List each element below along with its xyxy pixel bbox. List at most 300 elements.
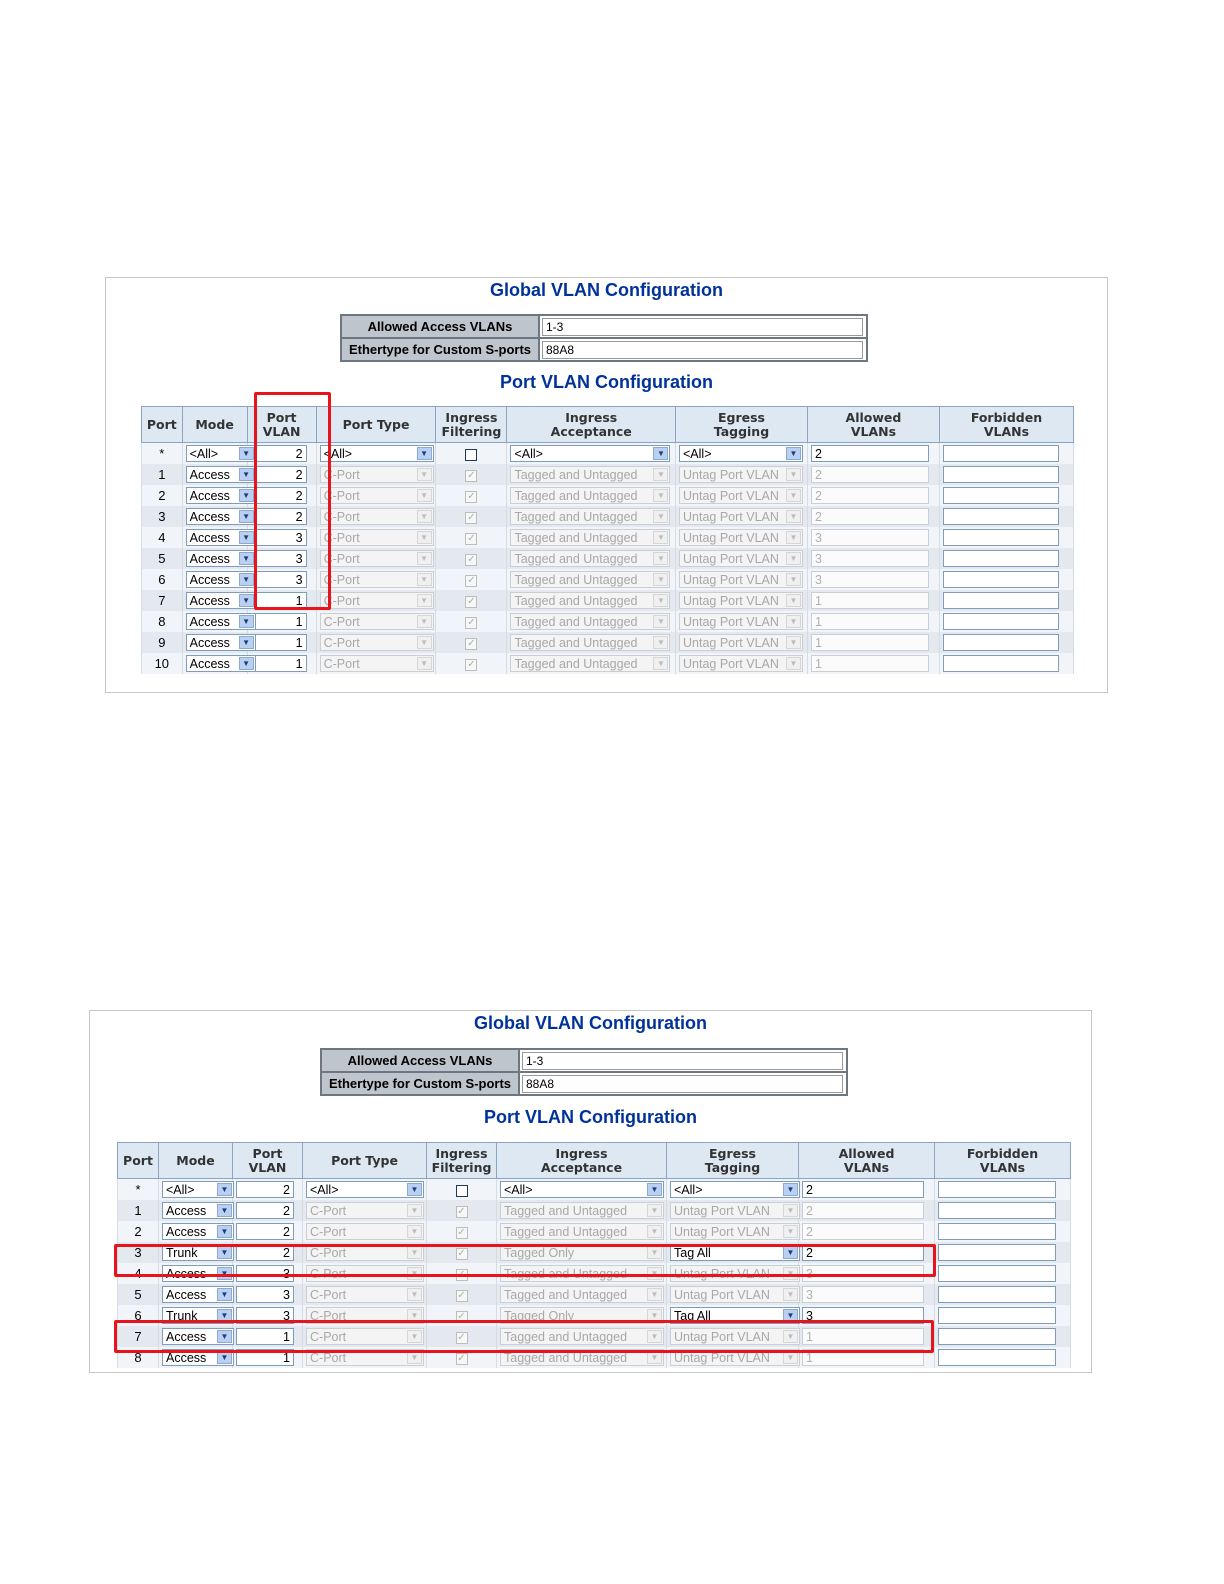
- allowed-access-vlans-input[interactable]: 1-3: [542, 318, 863, 336]
- mode-cell: [182, 611, 251, 632]
- ingress-filtering-checkbox[interactable]: ✓: [457, 1205, 466, 1217]
- ingress-acceptance-select-value: Tagged and Untagged: [514, 510, 638, 525]
- ingress-acceptance-select[interactable]: [510, 487, 670, 504]
- ingress-filtering-cell: [436, 569, 507, 590]
- allowed-vlans-input[interactable]: 3: [811, 529, 929, 546]
- port-type-select[interactable]: [320, 592, 434, 609]
- header-ingress-filtering: [436, 407, 507, 443]
- ethertype-label: Ethertype for Custom S-ports: [321, 1072, 519, 1095]
- port-type-select[interactable]: [306, 1202, 424, 1219]
- chevron-down-icon: ▼: [407, 1288, 422, 1301]
- chevron-down-icon: ▼: [647, 1330, 662, 1343]
- egress-tagging-select[interactable]: [679, 550, 803, 567]
- mode-select[interactable]: [186, 634, 256, 651]
- ingress-acceptance-select[interactable]: [510, 592, 670, 609]
- egress-tagging-select-value: <All>: [674, 1183, 703, 1198]
- ingress-filtering-checkbox[interactable]: ✓: [457, 1352, 466, 1364]
- allowed-vlans-input[interactable]: 2: [802, 1202, 924, 1219]
- port-vlan-input[interactable]: 1: [251, 655, 307, 672]
- header-ingress-filtering-line2: Filtering: [431, 1159, 492, 1175]
- chevron-down-icon: ▼: [653, 636, 668, 649]
- port-cell: [142, 443, 183, 465]
- allowed-vlans-input[interactable]: 2: [811, 487, 929, 504]
- egress-tagging-select-value: Untag Port VLAN: [683, 573, 779, 588]
- egress-tagging-select[interactable]: [679, 571, 803, 588]
- mode-select-value: Access: [189, 615, 230, 630]
- ingress-filtering-cell: [427, 1179, 497, 1201]
- ingress-acceptance-select-value: Tagged and Untagged: [504, 1288, 628, 1303]
- chevron-down-icon: ▼: [239, 468, 254, 481]
- chevron-down-icon: ▼: [783, 1267, 798, 1280]
- port-type-select-value: C-Port: [323, 468, 360, 483]
- port-vlan-input[interactable]: 2: [251, 487, 307, 504]
- port-vlan-input[interactable]: 2: [236, 1223, 294, 1240]
- ingress-filtering-cell: [436, 590, 507, 611]
- forbidden-vlans-input[interactable]: [943, 634, 1059, 651]
- chevron-down-icon: ▼: [217, 1225, 232, 1238]
- chevron-down-icon: ▼: [417, 657, 432, 670]
- port-vlan-input[interactable]: 3: [251, 571, 307, 588]
- ingress-acceptance-select[interactable]: [500, 1223, 664, 1240]
- forbidden-vlans-input[interactable]: [943, 529, 1059, 546]
- header-mode-line1: Mode: [195, 416, 234, 432]
- port-vlan-input[interactable]: 2: [251, 466, 307, 483]
- mode-cell: [182, 653, 251, 674]
- ingress-filtering-checkbox[interactable]: ✓: [467, 490, 476, 502]
- forbidden-vlans-input[interactable]: [943, 508, 1059, 525]
- allowed-vlans-input[interactable]: 2: [802, 1244, 924, 1261]
- port-vlan-input[interactable]: 3: [251, 550, 307, 567]
- egress-tagging-select[interactable]: [679, 634, 803, 651]
- egress-tagging-select-value: Untag Port VLAN: [674, 1288, 770, 1303]
- chevron-down-icon: ▼: [783, 1183, 798, 1196]
- ingress-acceptance-select[interactable]: [510, 445, 670, 462]
- egress-tagging-select-value: Untag Port VLAN: [674, 1267, 770, 1282]
- egress-tagging-select-value: Untag Port VLAN: [674, 1351, 770, 1366]
- chevron-down-icon: ▼: [407, 1351, 422, 1364]
- port-vlan-input[interactable]: 2: [236, 1202, 294, 1219]
- allowed-vlans-input[interactable]: 3: [811, 571, 929, 588]
- allowed-vlans-input[interactable]: 2: [811, 508, 929, 525]
- egress-tagging-select[interactable]: [679, 445, 803, 462]
- mode-cell: [182, 464, 251, 485]
- forbidden-vlans-input[interactable]: [938, 1286, 1056, 1303]
- ingress-filtering-checkbox[interactable]: ✓: [467, 637, 476, 649]
- port-type-select[interactable]: [306, 1181, 424, 1198]
- ethertype-input[interactable]: 88A8: [542, 341, 863, 359]
- port-cell: [142, 590, 183, 611]
- chevron-down-icon: ▼: [417, 489, 432, 502]
- egress-tagging-select-value: Tag All: [674, 1246, 711, 1261]
- header-allowed-vlans-line2: VLANs: [843, 1159, 890, 1175]
- header-forbidden-vlans-line1: Forbidden: [966, 1145, 1039, 1161]
- mode-select[interactable]: [186, 487, 256, 504]
- ingress-acceptance-select[interactable]: [510, 655, 670, 672]
- mode-cell: [182, 506, 251, 527]
- port-vlan-input[interactable]: 1: [251, 613, 307, 630]
- mode-select[interactable]: [186, 508, 256, 525]
- chevron-down-icon: ▼: [417, 531, 432, 544]
- forbidden-vlans-input[interactable]: [943, 466, 1059, 483]
- ingress-acceptance-cell: [507, 590, 676, 611]
- egress-tagging-select[interactable]: [679, 529, 803, 546]
- port-cell: [142, 527, 183, 548]
- port-cell: [118, 1200, 159, 1221]
- header-egress-tagging-line1: Egress: [708, 1145, 756, 1161]
- egress-tagging-select-value: Untag Port VLAN: [683, 531, 779, 546]
- chevron-down-icon: ▼: [653, 447, 668, 460]
- port-type-cell: [316, 527, 436, 548]
- forbidden-vlans-input[interactable]: [943, 655, 1059, 672]
- header-ingress-acceptance-line1: Ingress: [555, 1145, 608, 1161]
- ingress-filtering-checkbox[interactable]: ✓: [457, 1247, 466, 1259]
- mode-select-value: Access: [189, 510, 230, 525]
- header-ingress-filtering: [427, 1143, 497, 1179]
- egress-tagging-select[interactable]: [670, 1223, 800, 1240]
- port-type-select[interactable]: [320, 508, 434, 525]
- chevron-down-icon: ▼: [786, 510, 801, 523]
- mode-select[interactable]: [186, 550, 256, 567]
- port-type-select[interactable]: [320, 466, 434, 483]
- port-type-select-value: C-Port: [323, 594, 360, 609]
- chevron-down-icon: ▼: [239, 510, 254, 523]
- mode-select[interactable]: [186, 445, 256, 462]
- ingress-filtering-checkbox[interactable]: ✓: [467, 574, 476, 586]
- port-vlan-input[interactable]: 3: [236, 1307, 294, 1324]
- egress-tagging-select-value: Untag Port VLAN: [683, 615, 779, 630]
- ingress-filtering-checkbox[interactable]: [456, 1185, 468, 1197]
- header-port-vlan-line1: Port: [252, 1145, 283, 1161]
- chevron-down-icon: ▼: [239, 489, 254, 502]
- allowed-vlans-cell: [807, 632, 939, 653]
- forbidden-vlans-input[interactable]: [938, 1328, 1056, 1345]
- mode-select[interactable]: [162, 1202, 234, 1219]
- egress-tagging-select-value: Untag Port VLAN: [683, 468, 779, 483]
- table-row: [118, 1179, 1071, 1201]
- port-number: 4: [158, 530, 166, 545]
- ingress-filtering-checkbox[interactable]: [465, 449, 477, 461]
- ingress-filtering-checkbox[interactable]: ✓: [457, 1331, 466, 1343]
- port-3-row-highlight: [114, 1244, 936, 1277]
- ingress-acceptance-select[interactable]: [510, 571, 670, 588]
- port-type-cell: [303, 1179, 427, 1201]
- port-type-select-value: C-Port: [323, 657, 360, 672]
- port-type-select[interactable]: [306, 1223, 424, 1240]
- port-type-select[interactable]: [320, 613, 434, 630]
- chevron-down-icon: ▼: [786, 552, 801, 565]
- mode-select[interactable]: [162, 1181, 234, 1198]
- egress-tagging-cell: [676, 548, 808, 569]
- port-type-cell: [316, 464, 436, 485]
- port-cell: [142, 653, 183, 674]
- ingress-acceptance-cell: [507, 485, 676, 506]
- port-type-select[interactable]: [320, 571, 434, 588]
- ingress-acceptance-select[interactable]: [510, 508, 670, 525]
- header-allowed-vlans-line1: Allowed: [845, 409, 902, 425]
- egress-tagging-cell: [676, 443, 808, 465]
- forbidden-vlans-cell: [935, 1347, 1071, 1368]
- ingress-acceptance-select[interactable]: [500, 1286, 664, 1303]
- chevron-down-icon: ▼: [786, 615, 801, 628]
- ingress-filtering-checkbox[interactable]: ✓: [467, 658, 476, 670]
- ingress-acceptance-select[interactable]: [500, 1181, 664, 1198]
- mode-select-value: Access: [189, 531, 230, 546]
- forbidden-vlans-input[interactable]: [938, 1244, 1056, 1261]
- forbidden-vlans-input[interactable]: [938, 1202, 1056, 1219]
- port-vlan-cell: [233, 1284, 303, 1305]
- ingress-acceptance-select[interactable]: [500, 1202, 664, 1219]
- egress-tagging-select[interactable]: [679, 508, 803, 525]
- ingress-filtering-cell: [436, 548, 507, 569]
- egress-tagging-select[interactable]: [679, 592, 803, 609]
- ingress-filtering-cell: [436, 653, 507, 674]
- chevron-down-icon: ▼: [783, 1351, 798, 1364]
- ingress-filtering-checkbox[interactable]: ✓: [467, 532, 476, 544]
- forbidden-vlans-input[interactable]: [943, 550, 1059, 567]
- mode-select[interactable]: [162, 1286, 234, 1303]
- forbidden-vlans-cell: [939, 464, 1073, 485]
- egress-tagging-select[interactable]: [679, 655, 803, 672]
- ingress-filtering-cell: [436, 527, 507, 548]
- chevron-down-icon: ▼: [647, 1183, 662, 1196]
- ingress-filtering-cell: [436, 485, 507, 506]
- ingress-filtering-checkbox[interactable]: ✓: [457, 1310, 466, 1322]
- forbidden-vlans-input[interactable]: [943, 487, 1059, 504]
- port-vlan-input[interactable]: 1: [236, 1328, 294, 1345]
- egress-tagging-cell: [676, 506, 808, 527]
- port-cell: [118, 1284, 159, 1305]
- port-type-select-value: C-Port: [323, 615, 360, 630]
- chevron-down-icon: ▼: [653, 468, 668, 481]
- ingress-filtering-checkbox[interactable]: ✓: [467, 511, 476, 523]
- chevron-down-icon: ▼: [217, 1246, 232, 1259]
- ingress-acceptance-select-value: Tagged and Untagged: [514, 468, 638, 483]
- mode-select[interactable]: [186, 571, 256, 588]
- chevron-down-icon: ▼: [239, 657, 254, 670]
- allowed-access-vlans-label: Allowed Access VLANs: [341, 315, 539, 338]
- header-port-vlan-line1: Port: [266, 409, 297, 425]
- mode-select-value: Access: [166, 1288, 207, 1303]
- header-port-line1: Port: [123, 1152, 153, 1168]
- egress-tagging-select[interactable]: [670, 1286, 800, 1303]
- forbidden-vlans-input[interactable]: [938, 1307, 1056, 1324]
- forbidden-vlans-input[interactable]: [943, 445, 1059, 462]
- mode-select[interactable]: [186, 655, 256, 672]
- port-vlan-title: Port VLAN Configuration: [484, 1107, 697, 1127]
- port-number: 10: [154, 656, 170, 671]
- chevron-down-icon: ▼: [417, 615, 432, 628]
- mode-select[interactable]: [162, 1223, 234, 1240]
- header-allowed-vlans-line2: VLANs: [850, 423, 897, 439]
- port-vlan-input[interactable]: 1: [251, 634, 307, 651]
- egress-tagging-cell: [676, 653, 808, 674]
- chevron-down-icon: ▼: [407, 1309, 422, 1322]
- port-vlan-input[interactable]: 1: [251, 592, 307, 609]
- ingress-acceptance-cell: [507, 527, 676, 548]
- mode-select-value: Access: [189, 657, 230, 672]
- port-cell: [118, 1179, 159, 1201]
- port-type-select-value: C-Port: [323, 573, 360, 588]
- port-type-select[interactable]: [320, 487, 434, 504]
- chevron-down-icon: ▼: [217, 1204, 232, 1217]
- mode-select[interactable]: [186, 529, 256, 546]
- forbidden-vlans-cell: [935, 1305, 1071, 1326]
- port-number: 5: [134, 1287, 142, 1302]
- mode-select-value: Access: [189, 573, 230, 588]
- forbidden-vlans-cell: [939, 590, 1073, 611]
- port-cell: [118, 1221, 159, 1242]
- ingress-acceptance-select[interactable]: [510, 613, 670, 630]
- egress-tagging-select[interactable]: [670, 1181, 800, 1198]
- port-vlan-cell: [233, 1221, 303, 1242]
- port-vlan-input[interactable]: 2: [236, 1181, 294, 1198]
- port-type-select[interactable]: [320, 529, 434, 546]
- header-port-vlan-line2: VLAN: [262, 423, 301, 439]
- allowed-vlans-cell: [807, 443, 939, 465]
- port-type-cell: [316, 569, 436, 590]
- chevron-down-icon: ▼: [407, 1330, 422, 1343]
- port-vlan-input[interactable]: 2: [236, 1244, 294, 1261]
- ingress-filtering-checkbox[interactable]: ✓: [467, 616, 476, 628]
- port-cell: [142, 611, 183, 632]
- ingress-acceptance-cell: [507, 548, 676, 569]
- chevron-down-icon: ▼: [783, 1309, 798, 1322]
- port-number: 6: [134, 1308, 142, 1323]
- header-egress-tagging-line2: Tagging: [704, 1159, 761, 1175]
- mode-select[interactable]: [186, 592, 256, 609]
- port-vlan-input[interactable]: 3: [251, 529, 307, 546]
- chevron-down-icon: ▼: [786, 657, 801, 670]
- header-egress-tagging: [676, 407, 808, 443]
- ethertype-input[interactable]: 88A8: [522, 1075, 843, 1093]
- egress-tagging-select[interactable]: [670, 1202, 800, 1219]
- allowed-vlans-input[interactable]: 1: [811, 613, 929, 630]
- mode-cell: [182, 590, 251, 611]
- egress-tagging-select-value: Untag Port VLAN: [683, 594, 779, 609]
- allowed-vlans-input[interactable]: 1: [811, 592, 929, 609]
- forbidden-vlans-input[interactable]: [943, 571, 1059, 588]
- ingress-filtering-checkbox[interactable]: ✓: [467, 553, 476, 565]
- allowed-vlans-input[interactable]: 3: [802, 1307, 924, 1324]
- header-ingress-acceptance-line2: Acceptance: [550, 423, 632, 439]
- port-type-select[interactable]: [320, 634, 434, 651]
- forbidden-vlans-input[interactable]: [938, 1223, 1056, 1240]
- ingress-acceptance-select[interactable]: [510, 634, 670, 651]
- mode-cell: [182, 569, 251, 590]
- forbidden-vlans-input[interactable]: [938, 1349, 1056, 1366]
- allowed-access-vlans-input[interactable]: 1-3: [522, 1052, 843, 1070]
- port-number: 8: [158, 614, 166, 629]
- ingress-filtering-checkbox[interactable]: ✓: [457, 1226, 466, 1238]
- ingress-acceptance-select-value: Tagged and Untagged: [514, 636, 638, 651]
- header-forbidden-vlans-line2: VLANs: [983, 423, 1030, 439]
- egress-tagging-select-value: <All>: [683, 447, 712, 462]
- ingress-acceptance-cell: [497, 1200, 667, 1221]
- chevron-down-icon: ▼: [653, 552, 668, 565]
- ingress-filtering-checkbox[interactable]: ✓: [467, 595, 476, 607]
- ingress-filtering-cell: [436, 464, 507, 485]
- chevron-down-icon: ▼: [239, 531, 254, 544]
- allowed-vlans-input[interactable]: 1: [811, 655, 929, 672]
- forbidden-vlans-input[interactable]: [943, 592, 1059, 609]
- port-type-select[interactable]: [320, 550, 434, 567]
- allowed-vlans-input[interactable]: 1: [802, 1349, 924, 1366]
- ingress-acceptance-select[interactable]: [510, 529, 670, 546]
- ingress-filtering-cell: [427, 1221, 497, 1242]
- port-type-select-value: <All>: [323, 447, 353, 462]
- port-number: 4: [134, 1266, 142, 1281]
- mode-select[interactable]: [186, 613, 256, 630]
- allowed-vlans-input[interactable]: 3: [811, 550, 929, 567]
- ingress-acceptance-cell: [507, 464, 676, 485]
- header-ingress-acceptance: [507, 407, 676, 443]
- ingress-filtering-checkbox[interactable]: ✓: [467, 469, 476, 481]
- allowed-vlans-cell: [807, 590, 939, 611]
- allowed-vlans-input[interactable]: 2: [802, 1223, 924, 1240]
- mode-select[interactable]: [186, 466, 256, 483]
- forbidden-vlans-input[interactable]: [943, 613, 1059, 630]
- ingress-filtering-cell: [436, 632, 507, 653]
- port-type-select[interactable]: [320, 445, 434, 462]
- ingress-filtering-checkbox[interactable]: ✓: [457, 1268, 466, 1280]
- allowed-vlans-input[interactable]: 2: [811, 466, 929, 483]
- ingress-acceptance-select[interactable]: [510, 550, 670, 567]
- allowed-vlans-input[interactable]: 3: [802, 1265, 924, 1282]
- egress-tagging-select[interactable]: [679, 487, 803, 504]
- port-number: 1: [134, 1203, 142, 1218]
- port-vlan-input[interactable]: 3: [236, 1286, 294, 1303]
- allowed-vlans-input[interactable]: 2: [811, 445, 929, 462]
- chevron-down-icon: ▼: [647, 1204, 662, 1217]
- global-vlan-title: Global VLAN Configuration: [474, 1013, 707, 1033]
- chevron-down-icon: ▼: [653, 657, 668, 670]
- port-vlan-input[interactable]: 1: [236, 1349, 294, 1366]
- chevron-down-icon: ▼: [417, 468, 432, 481]
- port-type-select-value: C-Port: [323, 531, 360, 546]
- forbidden-vlans-input[interactable]: [938, 1181, 1056, 1198]
- egress-tagging-select-value: Untag Port VLAN: [683, 510, 779, 525]
- allowed-vlans-input[interactable]: 1: [811, 634, 929, 651]
- port-type-select[interactable]: [320, 655, 434, 672]
- ingress-filtering-checkbox[interactable]: ✓: [457, 1289, 466, 1301]
- port-vlan-input[interactable]: 3: [236, 1265, 294, 1282]
- port-cell: [142, 548, 183, 569]
- table-row: [118, 1221, 1071, 1242]
- allowed-vlans-input[interactable]: 2: [802, 1181, 924, 1198]
- chevron-down-icon: ▼: [647, 1351, 662, 1364]
- forbidden-vlans-cell: [939, 485, 1073, 506]
- forbidden-vlans-input[interactable]: [938, 1265, 1056, 1282]
- ingress-acceptance-cell: [507, 443, 676, 465]
- chevron-down-icon: ▼: [786, 573, 801, 586]
- mode-select-value: Trunk: [166, 1246, 198, 1261]
- allowed-vlans-input[interactable]: 1: [802, 1328, 924, 1345]
- mode-cell: [182, 485, 251, 506]
- mode-select-value: Access: [189, 468, 230, 483]
- port-vlan-input[interactable]: 2: [251, 508, 307, 525]
- chevron-down-icon: ▼: [783, 1204, 798, 1217]
- allowed-vlans-input[interactable]: 3: [802, 1286, 924, 1303]
- mode-cell: [159, 1179, 233, 1201]
- ingress-acceptance-select[interactable]: [510, 466, 670, 483]
- port-number: 3: [158, 509, 166, 524]
- port-type-select[interactable]: [306, 1286, 424, 1303]
- allowed-vlans-cell: [807, 485, 939, 506]
- port-vlan-cell: [233, 1200, 303, 1221]
- port-vlan-input[interactable]: 2: [251, 445, 307, 462]
- egress-tagging-select[interactable]: [679, 466, 803, 483]
- egress-tagging-select[interactable]: [679, 613, 803, 630]
